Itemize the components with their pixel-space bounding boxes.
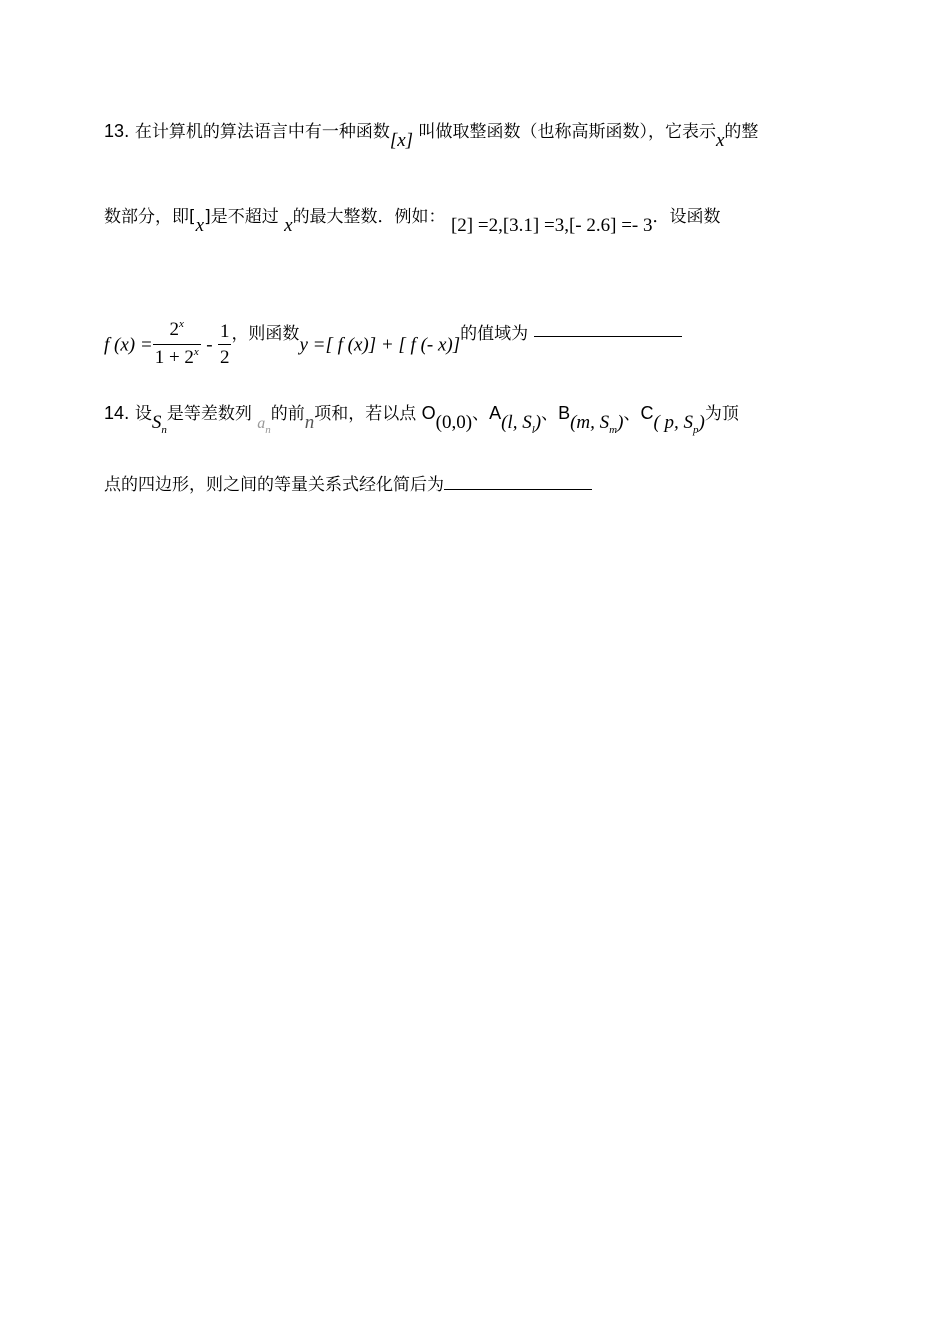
q14-O-coord: (0,0) — [435, 412, 473, 433]
q14-an — [257, 413, 271, 436]
q13-number: 13 — [104, 121, 125, 141]
q13-line-2 — [104, 205, 721, 236]
q14-point-C: C — [640, 403, 654, 423]
q14-n: n — [304, 412, 315, 433]
q13-frac1-num-sup: x — [179, 318, 184, 330]
q13-fraction-1 — [153, 318, 201, 373]
q14-point-A: A — [489, 403, 502, 423]
q14-text-5: 为顶 — [704, 404, 739, 424]
q13-frac1-den: 1 + 2 — [154, 347, 194, 368]
q13-var-x-2: x — [195, 215, 205, 236]
q14-A-coord-l: (l, S — [501, 412, 532, 433]
q14-A-sub: l — [531, 424, 535, 436]
q13-text-3: 的整 — [724, 122, 759, 142]
q14-B-sub: m — [609, 424, 618, 436]
q14-C-coord-r: ) — [698, 412, 705, 433]
q14-B-coord-l: (m, S — [570, 412, 610, 433]
q13-text-9: 的值域为 — [460, 323, 529, 344]
q14-text-4: 项和，若以点 — [314, 404, 417, 424]
q13-text-2: 叫做取整函数（也称高斯函数），它表示 — [418, 122, 716, 142]
q14-B-coord-r: ) — [617, 412, 624, 433]
q14-B-coord — [570, 412, 624, 436]
q13-var-x-1: x — [715, 130, 725, 151]
q14-Sn-main: S — [151, 412, 162, 433]
q14-text-2: 是等差数列 — [166, 404, 252, 424]
q13-frac1-num: 2 — [169, 319, 180, 340]
q13-text-7: ．设函数 — [652, 207, 721, 227]
q14-Sn — [151, 412, 167, 436]
q13-fraction-2 — [218, 320, 232, 371]
q14-answer-blank[interactable] — [444, 471, 592, 490]
q14-text-3: 的前 — [270, 404, 305, 424]
q14-A-coord-r: ) — [534, 412, 542, 433]
q14-sep-1: 、 — [472, 404, 490, 424]
q14-C-sub: p — [693, 424, 699, 436]
q13-text-8: ，则函数 — [231, 323, 300, 344]
q14-dot: . — [124, 404, 130, 424]
q13-f-lhs: f (x) = — [104, 334, 153, 356]
q13-text-5: ]是不超过 — [204, 207, 279, 227]
q13-minus: - — [206, 334, 213, 356]
q14-line-2 — [104, 471, 592, 497]
q14-text-1: 设 — [134, 404, 152, 424]
q13-line-1 — [104, 119, 759, 151]
q14-sep-3: 、 — [623, 404, 641, 424]
q13-answer-blank[interactable] — [534, 318, 682, 337]
q14-Sn-sub: n — [161, 424, 167, 436]
q13-text-1: 在计算机的算法语言中有一种函数 — [134, 122, 390, 142]
q14-point-O: O — [421, 403, 436, 423]
q13-var-x-3: x — [284, 215, 293, 236]
q13-text-6: 的最大整数．例如： — [292, 207, 446, 227]
q14-line-1 — [104, 401, 739, 436]
q14-an-sub: n — [265, 424, 271, 436]
q13-frac2-num: 1 — [219, 321, 230, 342]
q13-frac1-den-sup: x — [193, 346, 199, 358]
q14-an-main: a — [257, 415, 266, 432]
q14-number: 14 — [104, 403, 125, 423]
q13-frac2-den: 2 — [218, 344, 232, 371]
q14-A-coord — [501, 412, 542, 436]
q13-examples: [2] =2,[3.1] =3,[- 2.6] =- 3 — [450, 215, 653, 236]
q13-line-3 — [104, 318, 682, 373]
q14-C-coord — [653, 412, 705, 436]
q14-point-B: B — [558, 403, 571, 423]
q13-dot: . — [124, 122, 130, 142]
q14-text-6: 点的四边形，则之间的等量关系式经化简后为 — [104, 475, 444, 495]
q13-text-4: 数部分，即[ — [104, 207, 196, 227]
q13-gauss-fx: [x] — [389, 130, 414, 151]
q13-y-expr: y =[ f (x)] + [ f (- x)] — [299, 334, 461, 356]
q14-C-coord-l: ( p, S — [653, 412, 694, 433]
q14-sep-2: 、 — [541, 404, 559, 424]
